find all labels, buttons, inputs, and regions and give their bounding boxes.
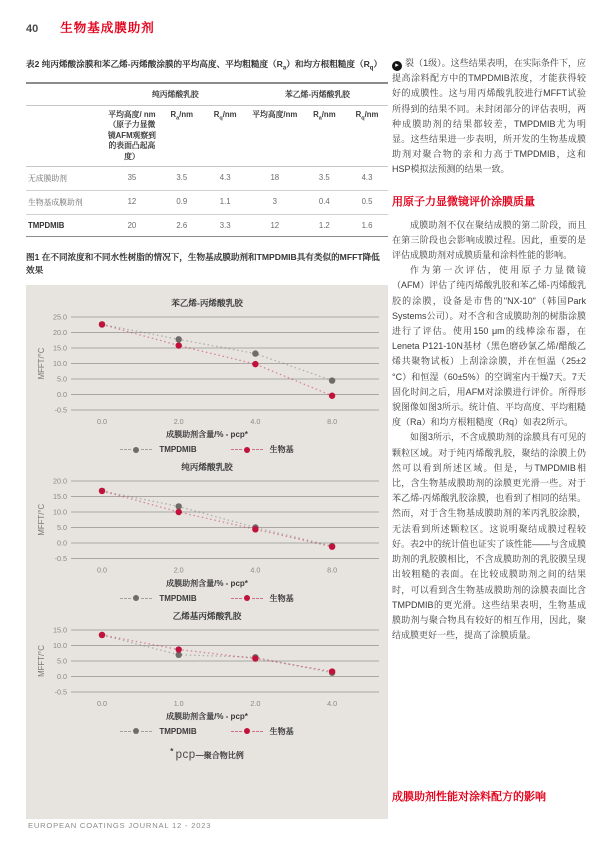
y-tick-label: 0.0 (57, 390, 67, 400)
y-tick-label: -0.5 (54, 554, 67, 564)
data-point (176, 343, 182, 349)
data-point (329, 544, 335, 550)
footnote-text: —聚合物比例 (195, 750, 244, 760)
chart-legend (26, 726, 388, 737)
continuation-arrow-icon: ▸ (392, 61, 402, 71)
legend-dash (120, 598, 131, 599)
data-point (176, 503, 182, 509)
data-point (252, 351, 258, 357)
y-tick-label: -0.5 (54, 687, 67, 697)
x-axis-label: 成膜助剂含量/% - pcp* (166, 711, 248, 721)
table-caption-text: 表2 纯丙烯酸涂膜和苯乙烯-丙烯酸涂膜的平均高度、平均粗糙度（R (26, 59, 283, 69)
data-point (99, 488, 105, 494)
data-point (176, 646, 182, 652)
x-tick-label: 8.0 (327, 417, 338, 427)
legend-dot-icon (133, 595, 139, 601)
chart-2 (26, 610, 388, 737)
data-point (252, 361, 258, 367)
chart-title: 乙烯基丙烯酸乳胶 (172, 610, 242, 621)
y-axis-label: MFFT/°C (37, 347, 46, 380)
legend-item (120, 726, 196, 737)
col-ra-1: $R_a/nm$ (160, 105, 203, 167)
y-tick-label: 15.0 (53, 625, 67, 635)
paragraph-text: 裂（1级）。这些结果表明，在实际条件下，应提高涂料配方中的TMPDMIB浓度，才能获得较好的成膜性。这与用丙烯酸乳胶进行MFFT试验所得到的结果不同。未封闭部分的评估表明，两种成膜助剂的结果都较差，TMPDMIB尤为明显。这些结果进一步表明，所开发的生物基成膜助剂对聚合物的亲和力高于TMPDMIB，这和HSP模拟法预测的结果一致。 (392, 58, 586, 175)
table-row: TMPDMIB 20 2.6 3.3 12 1.2 1.6 (26, 215, 388, 237)
data-point (252, 655, 258, 661)
y-tick-label: 0.0 (57, 538, 67, 548)
x-tick-label: 8.0 (327, 565, 338, 575)
legend-label: 生物基 (269, 445, 294, 455)
x-tick-label: 4.0 (327, 698, 338, 708)
figure-caption: 图1 在不同浓度和不同水性树脂的情况下，生物基成膜助剂和TMPDMIB具有类似的MFFT降低效果 (26, 252, 380, 275)
page-header (26, 18, 155, 36)
roughness-table (26, 82, 388, 238)
x-tick-label: 2.0 (173, 417, 184, 427)
table-row: 生物基成膜助剂 12 0.9 1.1 3 0.4 0.5 (26, 191, 388, 215)
page-footer: EUROPEAN COATINGS JOURNAL 12 - 2023 (28, 821, 212, 830)
y-tick-label: 0.0 (57, 671, 67, 681)
x-axis-label: 成膜助剂含量/% - pcp* (166, 430, 248, 440)
y-tick-label: 10.0 (53, 359, 67, 369)
legend-dot-icon (244, 447, 250, 453)
x-tick-label: 4.0 (250, 565, 261, 575)
paragraph: 如图3所示，不含成膜助剂的涂膜具有可见的颗粒区域。对于纯丙烯酸乳胶，聚结的涂膜上仍然可以看到所述区域。但是，与TMPDMIB相比，含生物基成膜助剂的涂膜更光滑一些。对于苯乙烯-丙烯酸乳胶涂膜，也看到了相同的结果。然而，对于含生物基成膜助剂的苯丙乳胶涂膜，无法看到所述颗粒区。这说明聚结成膜过程较好。表2中的统计值也证实了该性能——与含成膜助剂的乳胶膜相比，不含成膜助剂的乳胶膜呈现出较粗糙的表面。在比较成膜助剂之间的结果时，可以看到含生物基成膜助剂的涂膜表面比含TMPDMIB的更光滑。这些结果表明，生物基成膜助剂与聚合物具有较好的相互作用，因此，聚结成膜更好一些，提高了涂膜质量。 (392, 432, 586, 641)
legend-label: TMPDMIB (159, 593, 197, 603)
data-point (99, 631, 105, 637)
y-axis-label: MFFT/°C (37, 644, 46, 677)
legend-dot-icon (133, 447, 139, 453)
table-row: 无成膜助剂 35 3.5 4.3 18 3.5 4.3 (26, 167, 388, 191)
col-rq-1: $R_q/nm$ (203, 105, 246, 167)
data-point (176, 509, 182, 515)
table-caption (26, 58, 388, 75)
figure-footnote (26, 747, 388, 761)
series-line (102, 491, 332, 546)
table-caption-sub-a: a (282, 65, 287, 72)
section-heading-afm: 用原子力显微镜评价涂膜质量 (392, 195, 535, 208)
legend-item (120, 444, 196, 455)
x-axis-label: 成膜助剂含量/% - pcp* (166, 578, 248, 588)
data-point (329, 393, 335, 399)
y-tick-label: 5.0 (57, 656, 67, 666)
x-tick-label: 0.0 (97, 698, 107, 708)
chart-plot (35, 624, 379, 710)
legend-item (231, 726, 294, 737)
table-caption-mid: ）和均方根粗糙度（R (286, 59, 370, 69)
paragraph-continuation (392, 56, 586, 178)
legend-dot-icon (244, 728, 250, 734)
left-column (26, 58, 388, 819)
y-tick-label: 5.0 (57, 523, 67, 533)
page-number: 40 (26, 23, 39, 35)
legend-dash (120, 731, 131, 732)
y-tick-label: 20.0 (53, 328, 67, 338)
legend-dash (231, 449, 242, 450)
legend-dot-icon (244, 595, 250, 601)
x-tick-label: 4.0 (250, 417, 261, 427)
series-line (102, 325, 332, 396)
y-tick-label: 15.0 (53, 492, 67, 502)
x-tick-label: 2.0 (250, 698, 261, 708)
y-tick-label: 5.0 (57, 374, 67, 384)
right-column (392, 56, 586, 816)
chart-plot (35, 475, 379, 577)
data-point (329, 668, 335, 674)
y-tick-label: 10.0 (53, 507, 67, 517)
legend-dot-icon (133, 728, 139, 734)
x-tick-label: 0.0 (97, 565, 107, 575)
legend-label: TMPDMIB (159, 445, 197, 455)
legend-label: 生物基 (269, 593, 294, 603)
article-title: 生物基成膜助剂 (60, 21, 155, 35)
col-ra-2: $R_a/nm$ (303, 105, 346, 167)
data-point (99, 321, 105, 327)
x-tick-label: 0.0 (97, 417, 107, 427)
legend-label: 生物基 (269, 726, 294, 736)
series-line (102, 491, 332, 547)
y-tick-label: -0.5 (54, 405, 67, 415)
table-caption-sub-q: q (369, 65, 374, 72)
chart-plot (35, 311, 379, 428)
figure-charts (26, 297, 388, 737)
row-label: 生物基成膜助剂 (26, 191, 104, 215)
section-heading-formulation: 成膜助剂性能对涂料配方的影响 (392, 791, 546, 803)
data-point (176, 336, 182, 342)
chart-0 (26, 297, 388, 455)
legend-dash (141, 598, 152, 599)
data-point (329, 378, 335, 384)
legend-dash (252, 449, 263, 450)
group-pure-acrylic: 纯丙烯酸乳胶 (104, 83, 247, 106)
series-line (102, 635, 332, 672)
legend-dash (252, 731, 263, 732)
col-rq-2: $R_q/nm$ (346, 105, 388, 167)
row-label: 无成膜助剂 (26, 167, 104, 191)
table-caption-end: ） (373, 59, 383, 69)
col-avg-height-1: 平均高度/ nm（原子力显微镜AFM观察到的表面凸起高度） (104, 105, 160, 167)
legend-dash (231, 731, 242, 732)
y-axis-label: MFFT/°C (37, 504, 46, 536)
chart-1 (26, 461, 388, 604)
legend-item (231, 593, 294, 604)
y-tick-label: 25.0 (53, 312, 67, 322)
legend-dash (141, 731, 152, 732)
legend-dash (252, 598, 263, 599)
table-group-header-row (26, 83, 388, 106)
paragraph: 成膜助剂不仅在聚结成膜的第二阶段，而且在第三阶段也会影响成膜过程。因此，重要的是评估成膜助剂对成膜质量和涂料性能的影响。 (392, 219, 586, 261)
legend-item (120, 593, 196, 604)
y-tick-label: 15.0 (53, 343, 67, 353)
legend-dash (231, 598, 242, 599)
col-avg-height-2: 平均高度/nm (247, 105, 303, 167)
chart-title: 纯丙烯酸乳胶 (181, 462, 233, 473)
chart-legend (26, 444, 388, 455)
legend-item (231, 444, 294, 455)
legend-dash (120, 449, 131, 450)
legend-dash (141, 449, 152, 450)
chart-legend (26, 593, 388, 604)
footnote-term: pcp (175, 748, 196, 761)
x-tick-label: 1.0 (173, 698, 184, 708)
group-styrene-acrylic: 苯乙烯-丙烯酸乳胶 (247, 83, 388, 106)
y-tick-label: 10.0 (53, 640, 67, 650)
legend-label: TMPDMIB (159, 726, 197, 736)
figure-panel (26, 285, 388, 819)
x-tick-label: 2.0 (173, 565, 184, 575)
table-column-header-row (26, 105, 388, 167)
chart-title: 苯乙烯-丙烯酸乳胶 (171, 298, 243, 309)
paragraph: 作为第一次评估，使用原子力显微镜（AFM）评估了纯丙烯酸乳胶和苯乙烯-丙烯酸乳胶的涂膜，设备是市售的"NX-10"（韩国Park Systems公司）。对不含和含成膜助剂的树脂涂膜进行了评估。使用150 μm的线棒涂布器，在Leneta P121-10N基材（黑色磨砂氯乙烯/醋酸乙烯共聚物试板）上刮涂涂膜，并在恒温（25±2 °C）和恒湿（60±5%）的空调室内干燥7天。7天固化时间之后，用AFM对涂膜进行评价。所得形貌图像如图3所示。统计值、平均高度、平均粗糙度（Ra）和均方根粗糙度（Rq）如表2所示。 (392, 265, 586, 428)
row-label: TMPDMIB (26, 215, 104, 237)
y-tick-label: 20.0 (53, 476, 67, 486)
data-point (252, 526, 258, 532)
footnote-asterisk: * (170, 746, 174, 756)
